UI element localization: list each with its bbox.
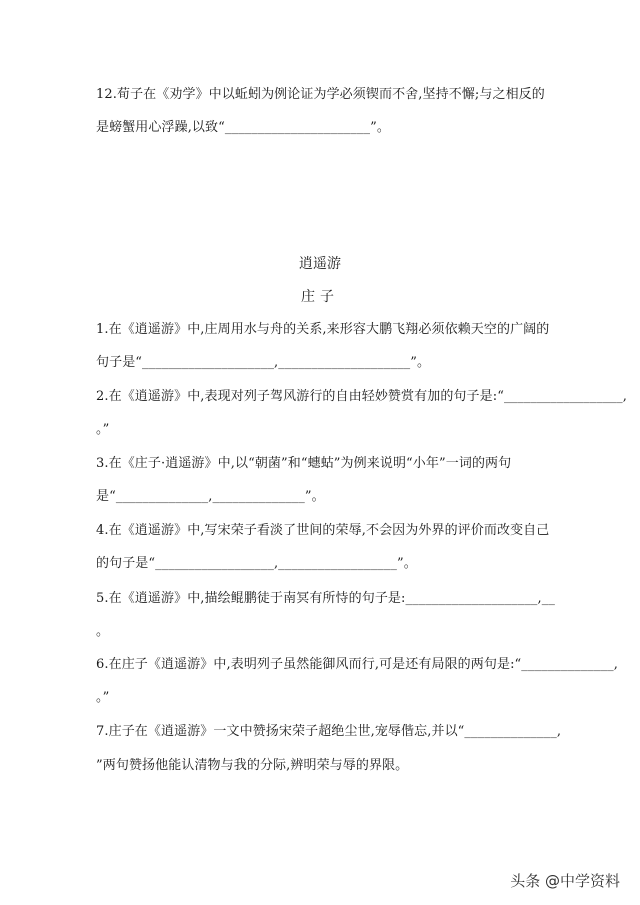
question-5-line-1: 5.在《逍遥游》中,描绘鲲鹏徒于南冥有所恃的句子是:____________________,__ xyxy=(96,591,555,606)
question-7-line-1: 7.庄子在《逍遥游》一文中赞扬宋荣子超绝尘世,宠辱偕忘,并以“______________, xyxy=(96,724,562,739)
question-4-line-1: 4.在《逍遥游》中,写宋荣子看淡了世间的荣辱,不会因为外界的评价而改变自己 xyxy=(96,523,550,538)
question-1-line-2: 句子是“____________________,____________________”。 xyxy=(96,355,431,370)
question-5-line-2: 。 xyxy=(96,624,110,639)
question-3-line-2: 是“______________,______________”。 xyxy=(96,489,325,504)
question-2-line-1: 2.在《逍遥游》中,表现对列子驾风游行的自由轻妙赞赏有加的句子是:“__________________, xyxy=(96,389,627,404)
question-7-line-2: ”两句赞扬他能认清物与我的分际,辨明荣与辱的界限。 xyxy=(96,758,409,773)
section-title: 逍遥游 xyxy=(298,256,342,272)
question-3-line-1: 3.在《庄子·逍遥游》中,以“朝菌”和“蟪蛄”为例来说明“小年”一词的两句 xyxy=(96,456,512,471)
watermark-label: 头条 @中学资料 xyxy=(510,872,620,890)
section-author: 庄子 xyxy=(301,289,339,305)
intro-question-line-1: 12.荀子在《劝学》中以蚯蚓为例论证为学必须锲而不舍,坚持不懈;与之相反的 xyxy=(96,87,545,102)
question-2-line-2: 。” xyxy=(96,422,110,437)
question-1-line-1: 1.在《逍遥游》中,庄周用水与舟的关系,来形容大鹏飞翔必须依赖天空的广阔的 xyxy=(96,322,550,337)
question-6-line-1: 6.在庄子《逍遥游》中,表明列子虽然能御风而行,可是还有局限的两句是:“______________, xyxy=(96,657,618,672)
question-6-line-2: 。” xyxy=(96,690,110,705)
intro-question-line-2: 是螃蟹用心浮躁,以致“______________________”。 xyxy=(96,120,390,135)
question-4-line-2: 的句子是“__________________,__________________”。 xyxy=(96,556,417,571)
